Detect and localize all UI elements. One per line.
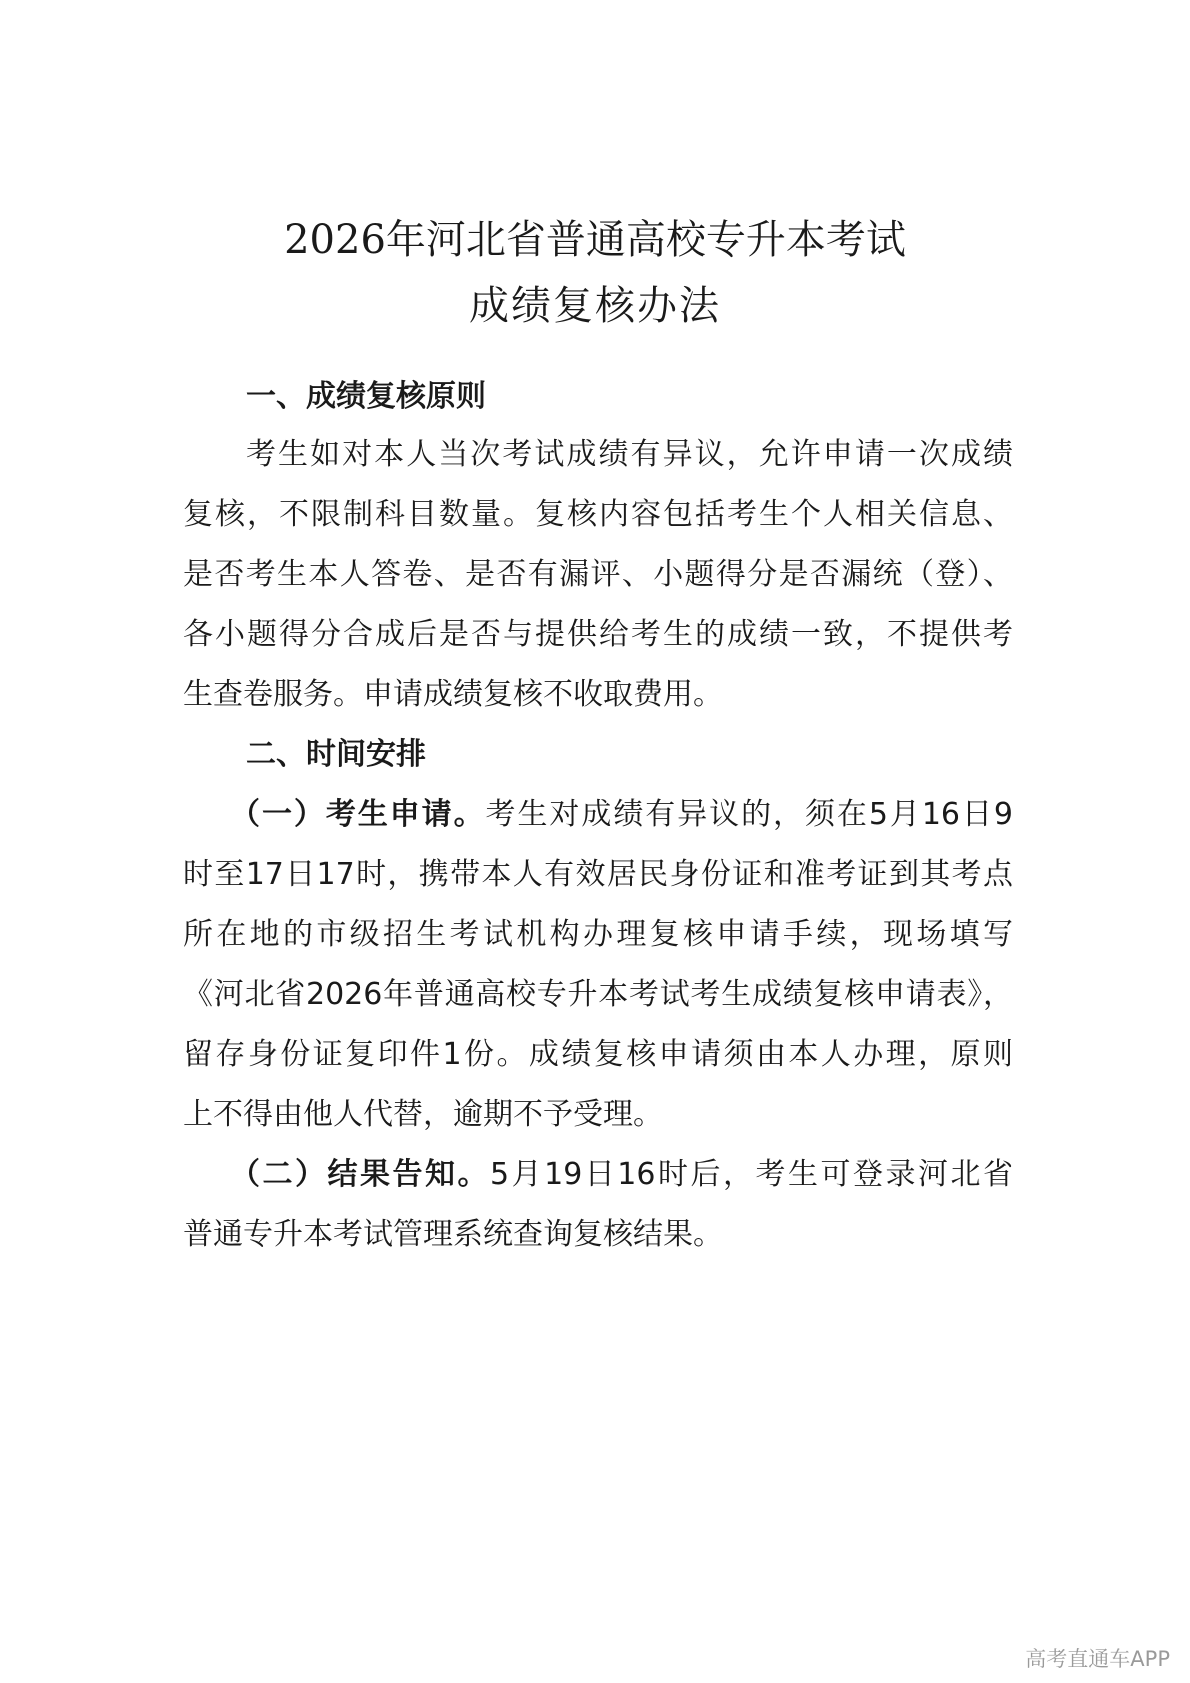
item-2-text: 5月19日16时后，考生可登录河北省 <box>490 1157 1014 1192</box>
item-1-label: （一）考生申请。 <box>230 797 486 832</box>
item-1-paragraph-line: 《河北省2026年普通高校专升本考试考生成绩复核申请表》， <box>183 977 1013 1012</box>
watermark: 高考直通车APP <box>1025 1647 1170 1671</box>
section-1-paragraph-line: 复核，不限制科目数量。复核内容包括考生个人相关信息、 <box>183 497 1013 532</box>
item-2-paragraph-line: 普通专升本考试管理系统查询复核结果。 <box>183 1217 723 1252</box>
section-1-paragraph-line: 生查卷服务。申请成绩复核不收取费用。 <box>183 677 723 712</box>
item-1-paragraph-line: 上不得由他人代替，逾期不予受理。 <box>183 1097 663 1132</box>
item-1-paragraph-line: 留存身份证复印件1份。成绩复核申请须由本人办理，原则 <box>183 1037 1013 1072</box>
section-1-paragraph-line: 考生如对本人当次考试成绩有异议，允许申请一次成绩 <box>246 437 1013 472</box>
section-2-heading: 二、时间安排 <box>246 737 426 772</box>
item-2-first-line <box>230 1158 1013 1192</box>
section-1-heading: 一、成绩复核原则 <box>246 379 486 414</box>
item-2-label: （二）结果告知。 <box>230 1157 491 1192</box>
section-1-paragraph-line: 各小题得分合成后是否与提供给考生的成绩一致，不提供考 <box>183 617 1013 652</box>
item-1-paragraph-line: 时至17日17时，携带本人有效居民身份证和准考证到其考点 <box>183 857 1013 892</box>
item-1-first-line <box>230 798 1013 832</box>
item-1-paragraph-line: 所在地的市级招生考试机构办理复核申请手续，现场填写 <box>183 917 1013 952</box>
document-title-line-1: 2026年河北省普通高校专升本考试 <box>284 217 906 263</box>
section-1-paragraph-line: 是否考生本人答卷、是否有漏评、小题得分是否漏统（登）、 <box>183 557 1013 592</box>
item-1-text: 考生对成绩有异议的，须在5月16日9 <box>485 797 1013 832</box>
document-title-line-2: 成绩复核办法 <box>469 283 721 329</box>
